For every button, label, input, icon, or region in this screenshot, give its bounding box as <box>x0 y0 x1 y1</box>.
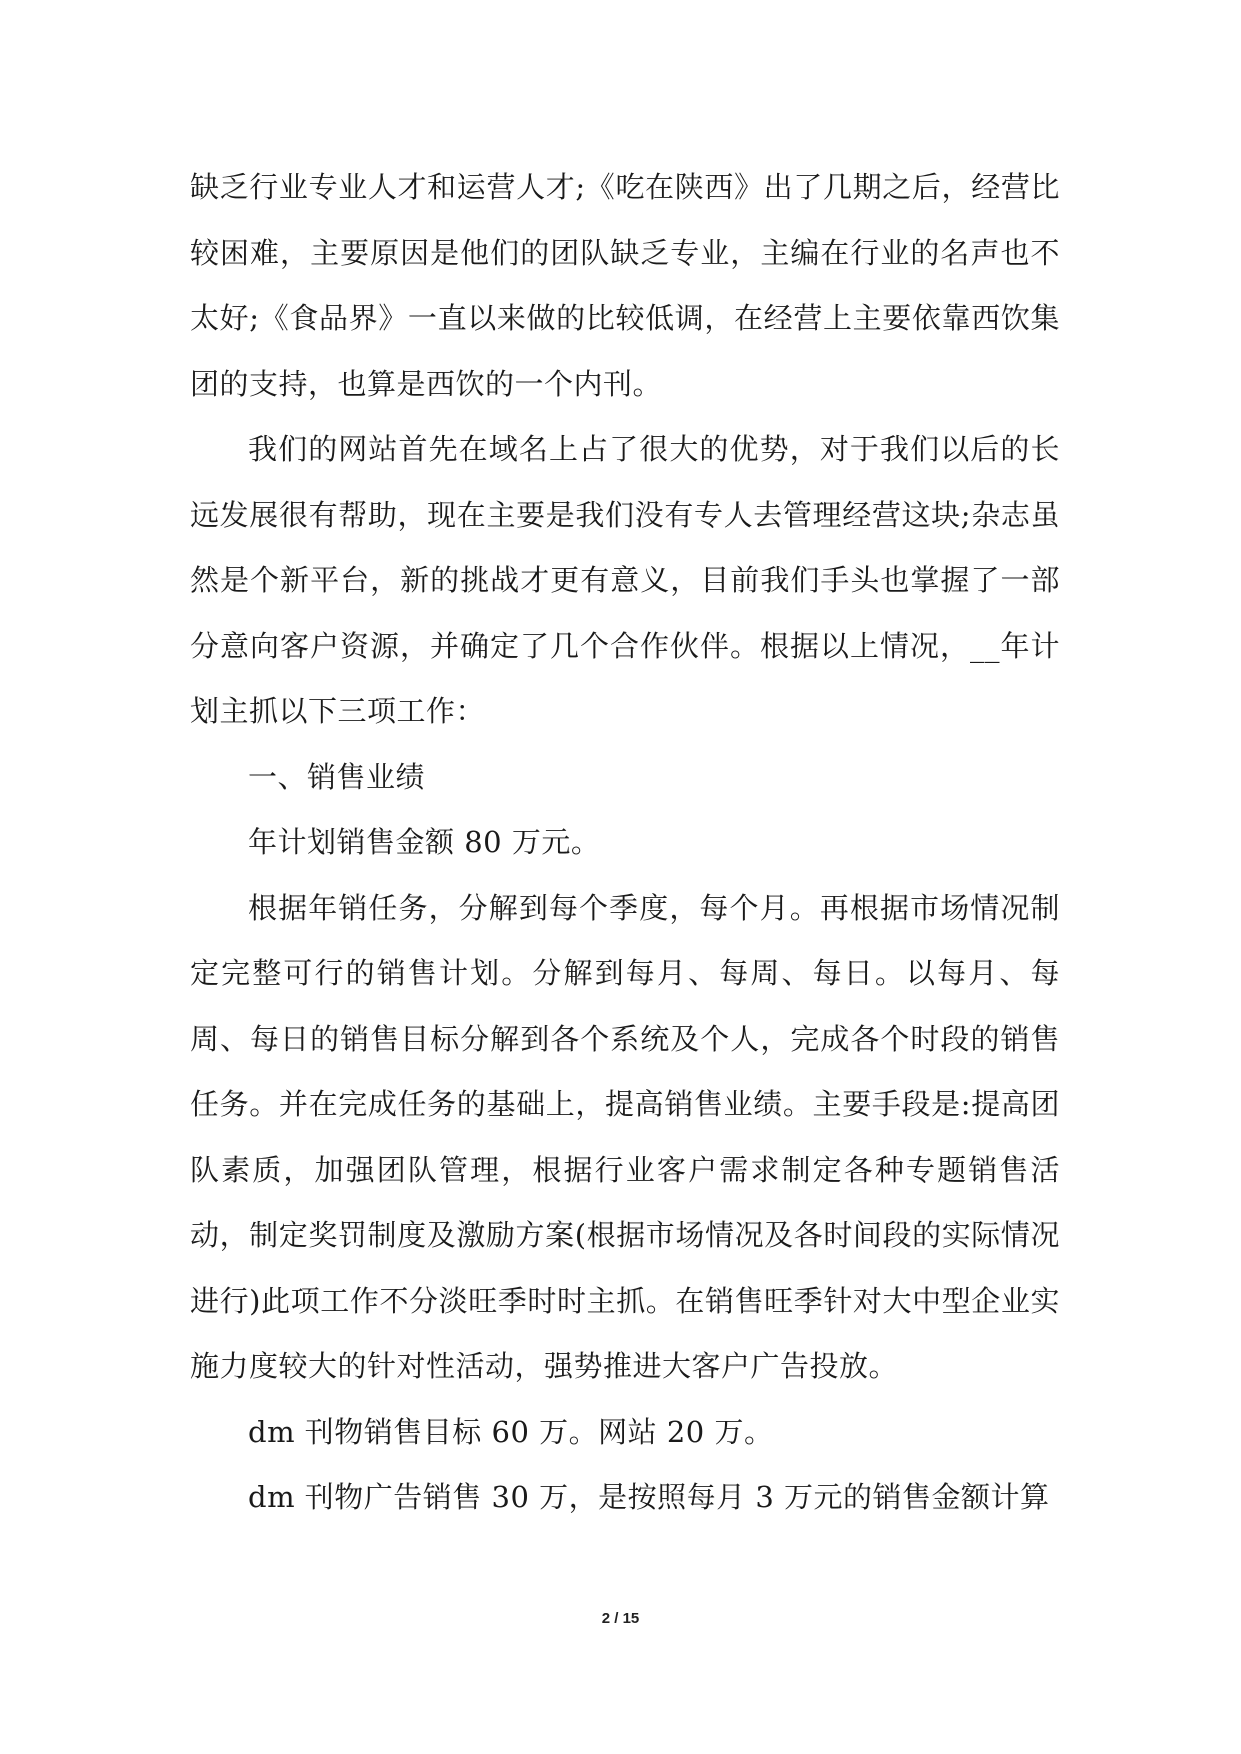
page-number: 2 / 15 <box>601 1610 640 1627</box>
paragraph-website-advantage: 我们的网站首先在域名上占了很大的优势，对于我们以后的长远发展很有帮助，现在主要是我们没有专人去管理经营这块;杂志虽然是个新平台，新的挑战才更有意义，目前我们手头也掌握了一部分意向客户资源，并确定了几个合作伙伴。根据以上情况，__年计划主抓以下三项工作： <box>190 432 1060 728</box>
document-body <box>190 155 1060 1531</box>
paragraph-annual-target: 年计划销售金额 80 万元。 <box>248 825 601 859</box>
paragraph-dm-target: dm 刊物销售目标 60 万。网站 20 万。 <box>248 1414 774 1449</box>
paragraph-dm-ad-sales: dm 刊物广告销售 30 万，是按照每月 3 万元的销售金额计算 <box>248 1480 1050 1514</box>
paragraph-sales-plan: 根据年销任务，分解到每个季度，每个月。再根据市场情况制定完整可行的销售计划。分解到每月、每周、每日。以每月、每周、每日的销售目标分解到各个系统及个人，完成各个时段的销售任务。并在完成任务的基础上，提高销售业绩。主要手段是:提高团队素质，加强团队管理，根据行业客户需求制定各种专题销售活动，制定奖罚制度及激励方案(根据市场情况及各时间段的实际情况进行)此项工作不分淡旺季时时主抓。在销售旺季针对大中型企业实施力度较大的针对性活动，强势推进大客户广告投放。 <box>190 890 1060 1383</box>
section-heading-sales: 一、销售业绩 <box>248 759 426 794</box>
paragraph-intro-continued: 缺乏行业专业人才和运营人才;《吃在陕西》出了几期之后，经营比较困难，主要原因是他们的团队缺乏专业，主编在行业的名声也不太好;《食品界》一直以来做的比较低调，在经营上主要依靠西饮集团的支持，也算是西饮的一个内刊。 <box>190 170 1060 401</box>
